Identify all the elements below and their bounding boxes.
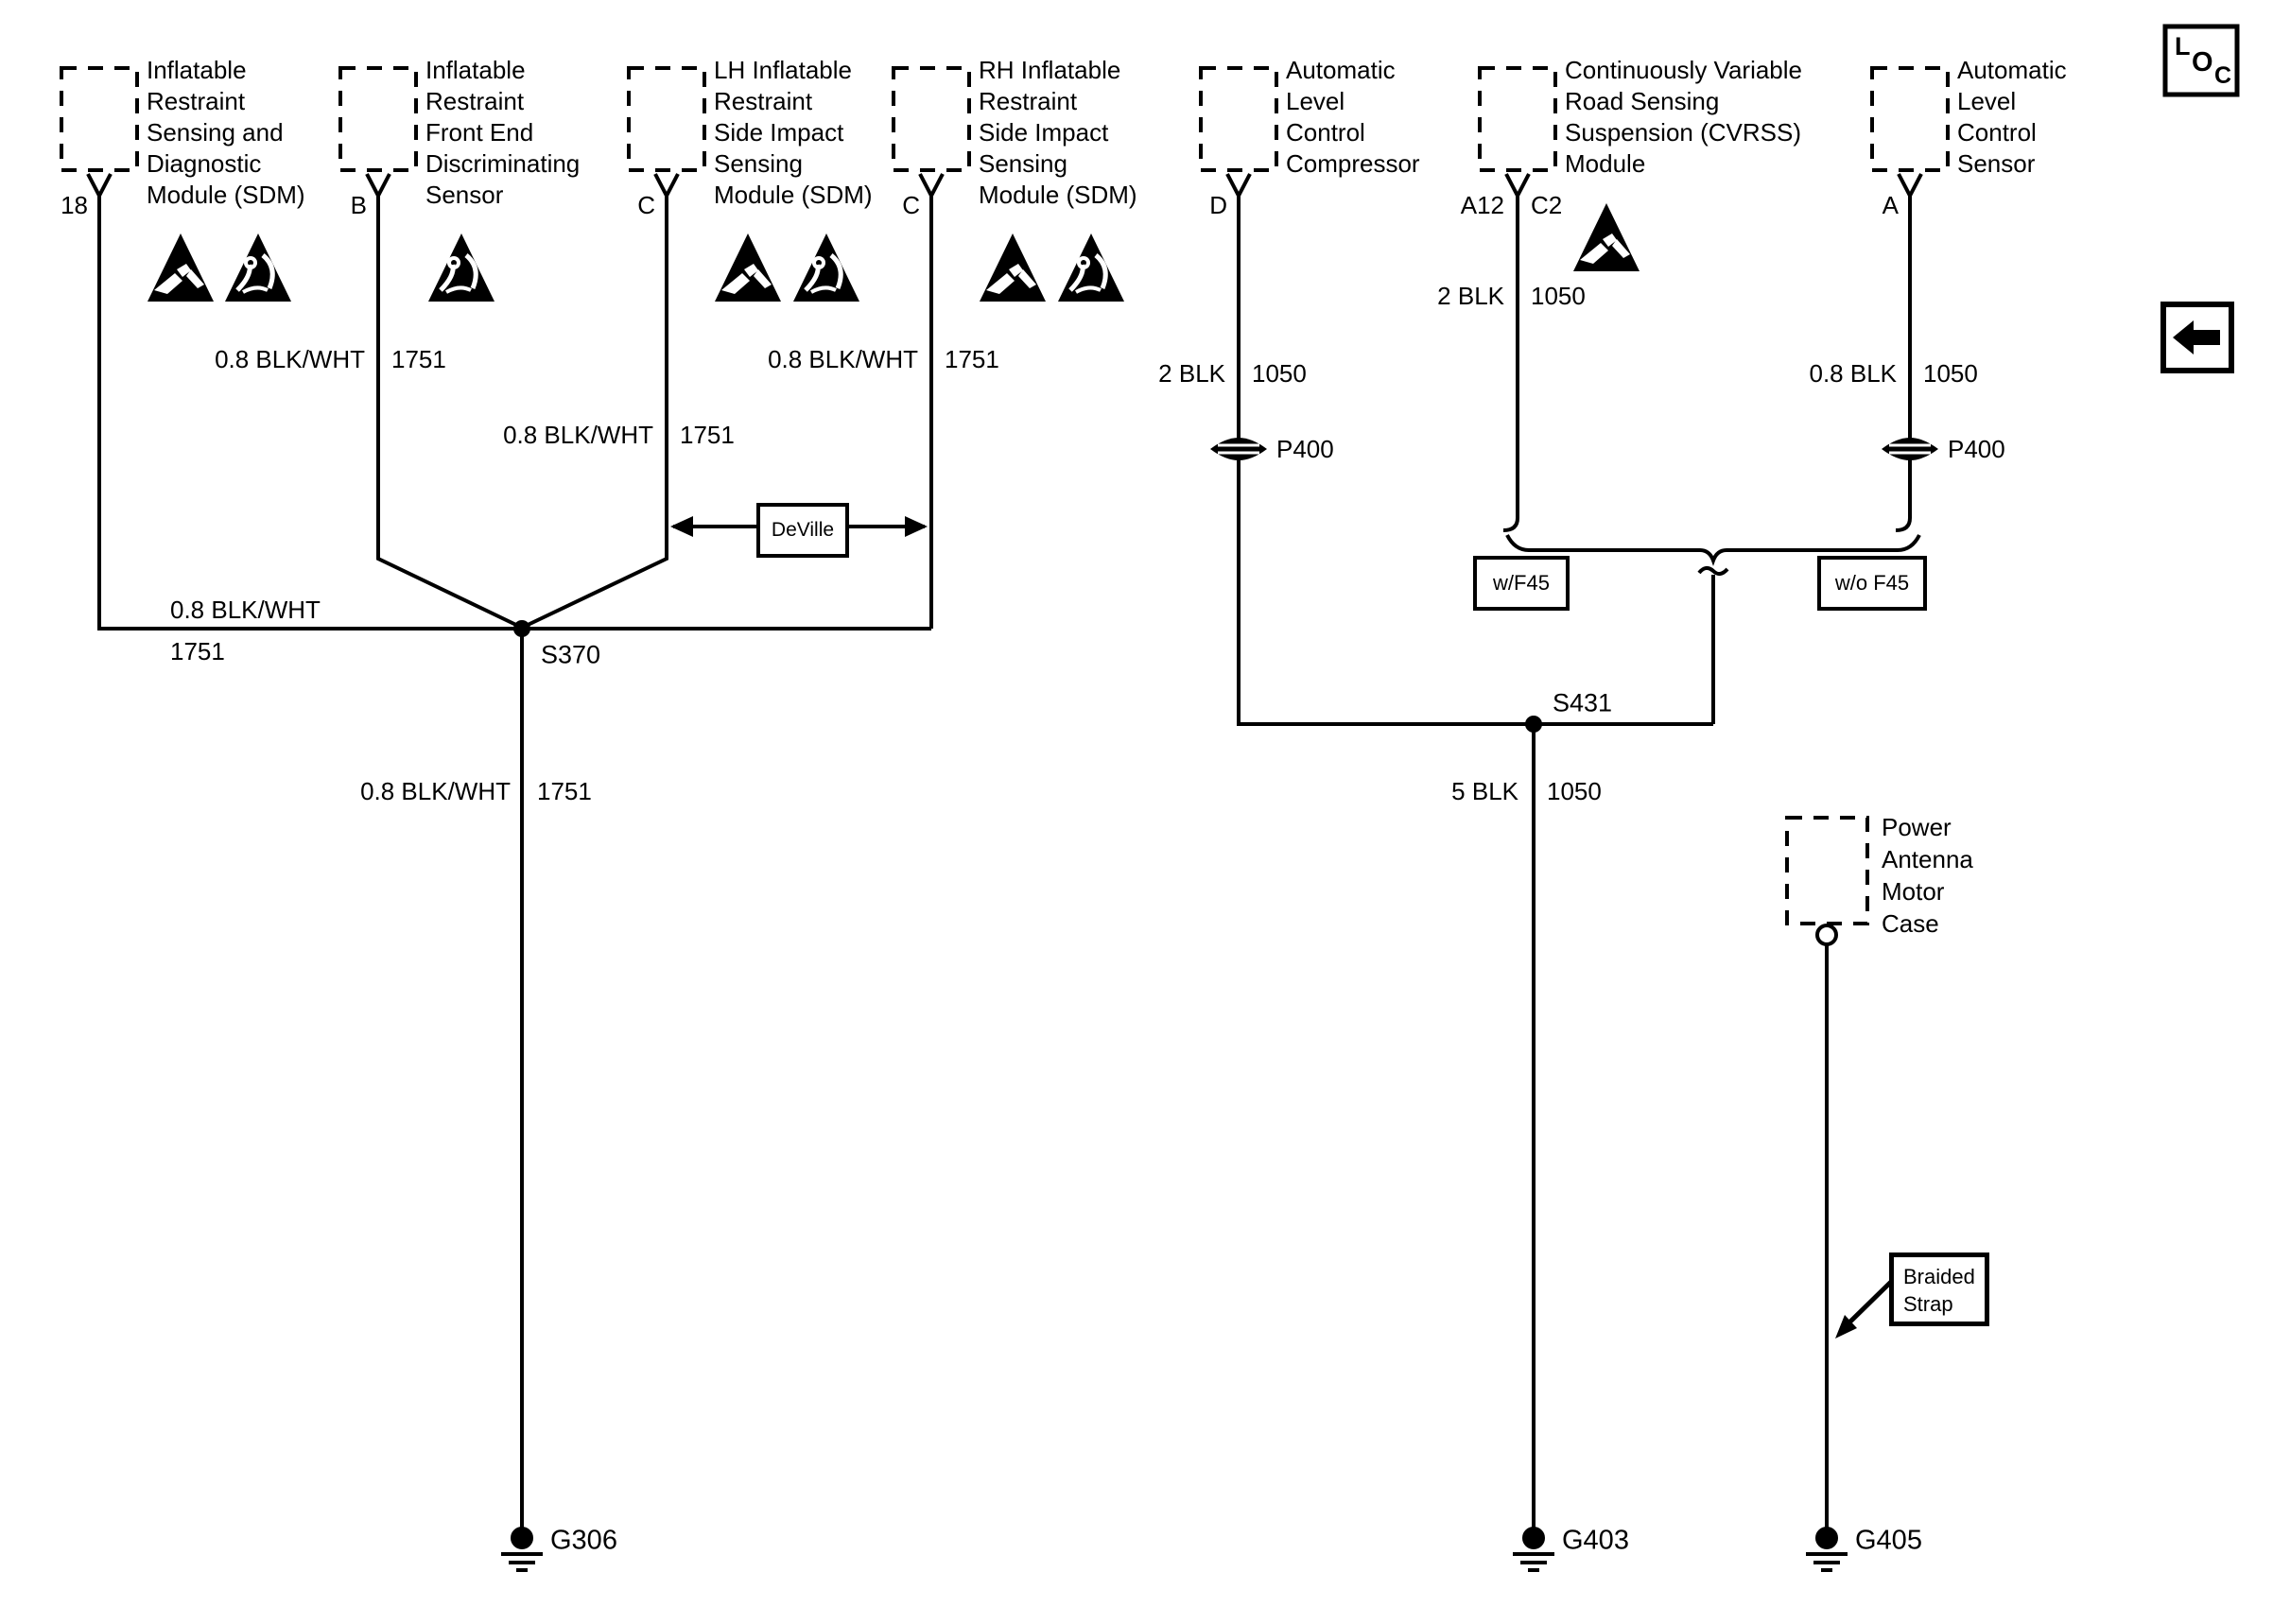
pin-label: C <box>902 191 920 219</box>
pin-label: A <box>1882 191 1899 219</box>
component-label-line: Discriminating <box>425 149 581 178</box>
wire-circuit: 1751 <box>537 777 592 805</box>
loc-letter-l: L <box>2175 32 2191 60</box>
without-f45-flag <box>1817 556 1927 611</box>
pin-label: C2 <box>1531 191 1563 219</box>
pin-label: 18 <box>61 191 88 219</box>
loc-letter-o: O <box>2192 47 2213 78</box>
pin-label: B <box>350 191 367 219</box>
splice-dot-s431 <box>1525 716 1542 733</box>
pin-label: D <box>1209 191 1227 219</box>
wire-spec: 2 BLK <box>1437 282 1504 310</box>
component-label-line: Antenna <box>1882 845 1973 873</box>
wire-circuit: 1751 <box>680 421 735 449</box>
esd-warning-icon <box>147 233 214 302</box>
component-label-line: Module <box>1565 149 1646 178</box>
component-label-line: Sensor <box>1957 149 2036 178</box>
wire-spec: 0.8 BLK/WHT <box>768 345 918 373</box>
component-label-line: Level <box>1286 87 1345 115</box>
with-f45-text: w/F45 <box>1493 571 1550 595</box>
component-label-line: Control <box>1286 118 1365 147</box>
component-label-line: Continuously Variable <box>1565 56 1802 84</box>
with-f45-flag <box>1473 556 1570 611</box>
component-label-sdm <box>147 55 305 211</box>
inline-connector-label: P400 <box>1948 435 2005 463</box>
component-label-front-end-sensor <box>425 55 580 211</box>
component-label-line: Automatic <box>1957 56 2067 84</box>
sir-caution-icon <box>1058 233 1124 302</box>
component-label-line: Diagnostic <box>147 149 262 178</box>
component-label-power-antenna <box>1882 811 1973 940</box>
ground-symbols <box>501 1525 1848 1570</box>
splice-dot-s370 <box>513 620 530 637</box>
component-label-line: Power <box>1882 813 1952 841</box>
component-label-line: LH Inflatable <box>714 56 852 84</box>
component-label-line: Restraint <box>147 87 246 115</box>
component-label-line: Automatic <box>1286 56 1396 84</box>
component-label-line: Side Impact <box>714 118 844 147</box>
component-label-line: Inflatable <box>147 56 247 84</box>
deville-flag <box>756 503 849 558</box>
pin-label: A12 <box>1460 191 1504 219</box>
loc-letter-c: C <box>2214 62 2232 89</box>
component-label-line: Sensor <box>425 181 504 209</box>
wire-spec: 5 BLK <box>1451 777 1518 805</box>
component-label-line: Restraint <box>979 87 1078 115</box>
braided-strap-line: Strap <box>1903 1292 1953 1316</box>
braided-strap-line: Braided <box>1903 1265 1975 1288</box>
wire-circuit: 1050 <box>1252 359 1307 388</box>
wire-circuit: 1751 <box>391 345 446 373</box>
component-label-line: RH Inflatable <box>979 56 1121 84</box>
sir-caution-icon <box>225 233 291 302</box>
esd-warning-icon <box>1573 203 1640 271</box>
braided-strap-arrow <box>1835 1282 1891 1339</box>
component-label-line: Case <box>1882 909 1939 938</box>
component-label-rh-sdm <box>979 55 1137 211</box>
deville-flag-text: DeVille <box>771 519 835 541</box>
sir-caution-icon <box>793 233 859 302</box>
wire-spec: 0.8 BLK/WHT <box>170 596 321 624</box>
ring-terminal-icon <box>1817 925 1836 944</box>
component-label-level-sensor <box>1957 55 2067 180</box>
component-label-line: Road Sensing <box>1565 87 1720 115</box>
component-label-line: Front End <box>425 118 534 147</box>
component-label-line: Sensing <box>979 149 1067 178</box>
component-label-lh-sdm <box>714 55 873 211</box>
component-label-line: Module (SDM) <box>979 181 1137 209</box>
component-label-compressor <box>1286 55 1420 180</box>
component-label-line: Sensing and <box>147 118 284 147</box>
component-label-line: Control <box>1957 118 2037 147</box>
wire-circuit: 1050 <box>1547 777 1602 805</box>
component-label-line: Suspension (CVRSS) <box>1565 118 1801 147</box>
wire-spec: 0.8 BLK <box>1809 359 1897 388</box>
esd-warning-icon <box>715 233 781 302</box>
braided-strap-callout <box>1889 1253 1989 1326</box>
component-label-line: Motor <box>1882 877 1945 906</box>
wire-spec: 0.8 BLK/WHT <box>215 345 365 373</box>
wire-spec: 0.8 BLK/WHT <box>360 777 511 805</box>
component-label-line: Module (SDM) <box>714 181 873 209</box>
wire-circuit: 1050 <box>1531 282 1586 310</box>
wire-spec: 0.8 BLK/WHT <box>503 421 653 449</box>
sir-caution-icon <box>428 233 495 302</box>
component-label-cvrss <box>1565 55 1802 180</box>
component-label-line: Sensing <box>714 149 803 178</box>
splice-label-s431: S431 <box>1553 688 1613 717</box>
ground-label-g306: G306 <box>550 1525 617 1556</box>
without-f45-text: w/o F45 <box>1834 571 1910 595</box>
wire-circuit: 1050 <box>1923 359 1978 388</box>
back-arrow-button[interactable] <box>2163 304 2231 371</box>
component-label-line: Inflatable <box>425 56 526 84</box>
wire-circuit: 1751 <box>170 637 225 665</box>
component-label-line: Restraint <box>714 87 813 115</box>
inline-connector-label: P400 <box>1276 435 1334 463</box>
wire-spec: 2 BLK <box>1158 359 1225 388</box>
component-label-line: Compressor <box>1286 149 1420 178</box>
component-label-line: Restraint <box>425 87 525 115</box>
pin-label: C <box>637 191 655 219</box>
ground-label-g405: G405 <box>1855 1525 1922 1556</box>
splice-label-s370: S370 <box>541 640 601 669</box>
wire-circuit: 1751 <box>945 345 999 373</box>
component-label-line: Level <box>1957 87 2017 115</box>
esd-warning-icon <box>980 233 1046 302</box>
ground-label-g403: G403 <box>1562 1525 1629 1556</box>
component-label-line: Module (SDM) <box>147 181 305 209</box>
component-label-line: Side Impact <box>979 118 1109 147</box>
wires <box>99 196 1919 1528</box>
